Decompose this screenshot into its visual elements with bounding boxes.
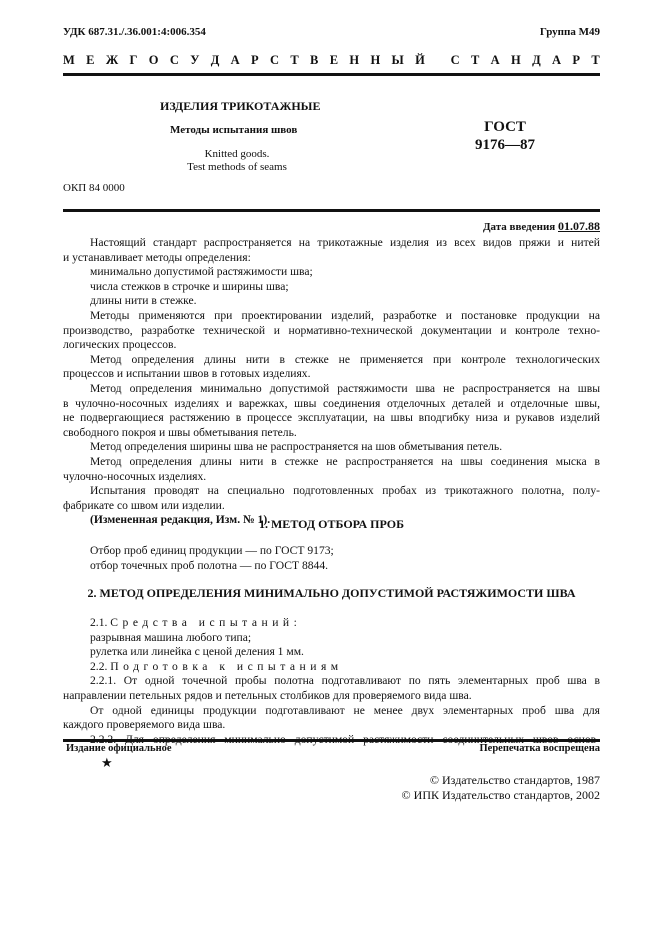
gost-number: [460, 118, 550, 154]
banner-letter: Ы: [391, 53, 404, 67]
banner-letter: У: [190, 53, 200, 67]
text-line: Метод определения ширины шва не распространяется на шов обметывания петель.: [90, 440, 503, 454]
footer-rule: [63, 739, 600, 742]
section-1-text: [63, 544, 600, 573]
banner-letter: Е: [329, 53, 339, 67]
banner-letter: А: [490, 53, 500, 67]
doc-subtitle: Методы испытания швов: [170, 124, 298, 136]
banner-letter: Й: [415, 53, 425, 67]
text-line: отбор точечных проб полотна — по ГОСТ 8844.: [90, 558, 329, 572]
subsection-heading: 2.2. Подготовка к испытаниям: [90, 659, 343, 673]
banner-letter: В: [310, 53, 319, 67]
text-line: Испытания проводят на специально подготовленных пробах из трикотажного полотна, полу-: [90, 484, 600, 498]
text-line: направлении петельных рядов и петельных столбиков для проверяемого вида шва.: [63, 688, 472, 702]
standard-banner: [63, 53, 600, 68]
gost-code: 9176—87: [475, 137, 535, 153]
section-2-text: [63, 616, 600, 747]
text-line: Метод определения минимально допустимой растяжимости шва не распространяется на швы: [90, 381, 600, 395]
gost-label: ГОСТ: [484, 119, 526, 135]
text-line: От одной единицы продукции подготавливают не менее двух элементарных проб шва для: [90, 703, 600, 717]
subsection-heading: 2.1. Средства испытаний:: [90, 616, 302, 629]
text-line: в чулочно-носочных изделиях и варежках, швы соединения отделочных деталей и отделочные швы,: [63, 396, 600, 410]
text-line: числа стежков в строчке и ширины шва;: [90, 279, 289, 293]
english-title-line: Knitted goods.: [204, 148, 270, 160]
english-title: [150, 148, 324, 174]
copyright-line: © Издательство стандартов, 1987: [429, 773, 600, 787]
banner-letter: Д: [532, 53, 541, 67]
banner-letter: О: [148, 53, 159, 67]
text-line: производство, разработке технической и нормативно-технической документации и контроле техно-: [63, 323, 600, 337]
text-line: логических процессов.: [63, 338, 177, 352]
title-rule: [63, 209, 600, 212]
text-line: не подвергающиеся растяжению в процессе эксплуатации, на швы вподгибку низа и рукавов изделий: [63, 411, 600, 425]
text-line: разрывная машина любого типа;: [90, 630, 252, 644]
section-2-heading: 2. МЕТОД ОПРЕДЕЛЕНИЯ МИНИМАЛЬНО ДОПУСТИМОЙ РАСТЯЖИМОСТИ ШВА: [87, 586, 576, 600]
banner-letter: С: [169, 53, 179, 67]
banner-letter: Т: [290, 53, 299, 67]
text-line: 2.2.1. От одной точечной пробы полотна подготавливают по пять элементарных проб шва в: [90, 674, 600, 688]
text-line: фабрикате со швом или изделии.: [63, 498, 225, 512]
udk-code: УДК 687.31./.36.001:4:006.354: [63, 26, 206, 38]
group-code: Группа М49: [539, 26, 600, 38]
english-title-line: Test methods of seams: [187, 161, 287, 173]
text-line: рулетка или линейка с ценой деления 1 мм.: [90, 645, 304, 659]
copyright-line: © ИПК Издательство стандартов, 2002: [401, 787, 600, 802]
text-line: каждого проверяемого вида шва.: [63, 718, 226, 732]
text-line: и устанавливает методы определения:: [63, 250, 251, 264]
text-line: Настоящий стандарт распространяется на трикотажные изделия из всех видов пряжи и нитей: [90, 236, 600, 249]
banner-letter: Д: [210, 53, 220, 67]
banner-letter: А: [552, 53, 562, 67]
text-line: (Измененная редакция, Изм. № 1).: [90, 513, 271, 527]
banner-letter: Т: [470, 53, 480, 67]
banner-letter: С: [450, 53, 460, 67]
doc-title: ИЗДЕЛИЯ ТРИКОТАЖНЫЕ: [160, 99, 321, 113]
text-line: длины нити в стежке.: [90, 294, 197, 308]
banner-letter: [436, 53, 439, 68]
date-value: 01.07.88: [558, 219, 600, 233]
banner-letter: Р: [251, 53, 259, 67]
banner-letter: Н: [511, 53, 521, 67]
date-label: Дата введения: [482, 221, 556, 233]
banner-letter: Е: [86, 53, 95, 67]
text-line: минимально допустимой растяжимости шва;: [90, 265, 313, 279]
reprint-prohibited: Перепечатка воспрещена: [479, 743, 600, 754]
banner-letter: Г: [129, 53, 138, 67]
banner-letter: Н: [349, 53, 360, 67]
banner-letter: С: [270, 53, 280, 67]
text-line: Метод определения длины нити в стежке не применяется при контроле технологических: [90, 352, 600, 366]
okp-code: ОКП 84 0000: [63, 182, 125, 194]
text-line: Метод определения длины нити в стежке не распространяется на швы соединения мыска в: [90, 454, 600, 468]
banner-letter: Ж: [105, 53, 119, 67]
top-rule: [63, 73, 600, 76]
effective-date: [483, 219, 600, 234]
section-1-heading: 1. МЕТОД ОТБОРА ПРОБ: [258, 517, 404, 531]
official-edition: Издание официальное: [66, 743, 172, 754]
text-line: свободного покроя и швы обметывания петель.: [63, 425, 297, 439]
intro-text: [63, 236, 600, 528]
text-line: Отбор проб единиц продукции — по ГОСТ 9173;: [90, 544, 334, 557]
banner-letter: Т: [591, 53, 600, 67]
copyright: [402, 773, 600, 802]
banner-letter: А: [230, 53, 240, 67]
banner-letter: Н: [370, 53, 381, 67]
banner-letter: Р: [572, 53, 581, 67]
text-line: процессов и испытании швов в готовых изделиях.: [63, 367, 311, 381]
text-line: Методы применяются при проектировании изделий, разработке и постановке продукции на: [90, 308, 600, 322]
star-icon: ★: [101, 755, 113, 770]
text-line: чулочно-носочных изделиях.: [63, 469, 207, 483]
banner-letter: М: [63, 53, 75, 67]
